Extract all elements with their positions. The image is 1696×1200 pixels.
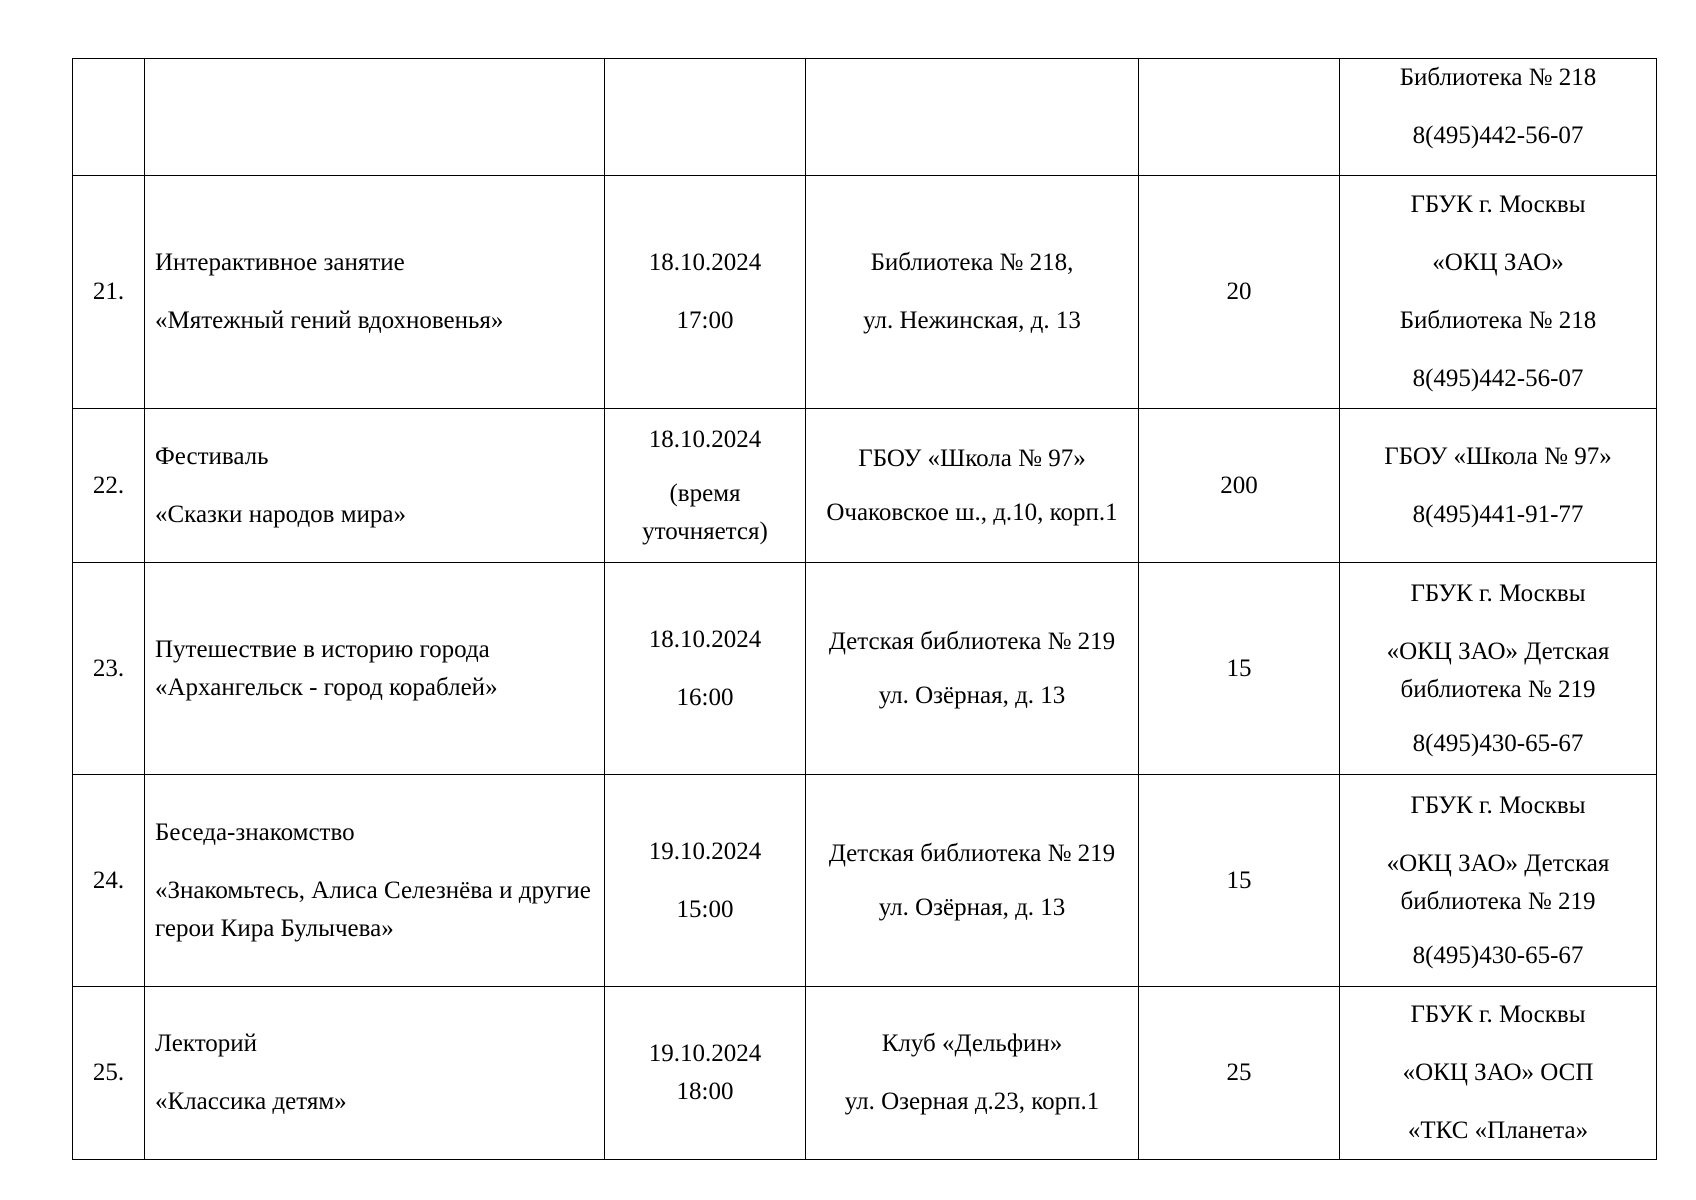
table-row — [73, 563, 1657, 775]
event-place: Детская библиотека № 219 ул. Озёрная, д. 13 — [806, 775, 1139, 987]
event-name: Интерактивное занятие «Мятежный гений вдохновенья» — [145, 176, 605, 409]
event-date — [605, 59, 806, 176]
event-name: Лекторий «Классика детям» — [145, 987, 605, 1160]
event-organizer: ГБОУ «Школа № 97» 8(495)441-91-77 — [1340, 409, 1657, 563]
event-date: 18.10.2024 16:00 — [605, 563, 806, 775]
event-name — [145, 59, 605, 176]
row-number — [73, 59, 145, 176]
event-organizer: ГБУК г. Москвы «ОКЦ ЗАО» Детская библиотека № 219 8(495)430-65-67 — [1340, 775, 1657, 987]
event-name: Фестиваль «Сказки народов мира» — [145, 409, 605, 563]
event-organizer: ГБУК г. Москвы «ОКЦ ЗАО» Библиотека № 218 8(495)442-56-07 — [1340, 176, 1657, 409]
event-place: ГБОУ «Школа № 97» Очаковское ш., д.10, корп.1 — [806, 409, 1139, 563]
event-date: 19.10.2024 18:00 — [605, 987, 806, 1160]
row-number: 22. — [73, 409, 145, 563]
event-organizer: Библиотека № 218 8(495)442-56-07 — [1340, 59, 1657, 176]
event-organizer: ГБУК г. Москвы «ОКЦ ЗАО» ОСП «ТКС «Планета» — [1340, 987, 1657, 1160]
table-row — [73, 775, 1657, 987]
table-row — [73, 59, 1657, 176]
event-place: Клуб «Дельфин» ул. Озерная д.23, корп.1 — [806, 987, 1139, 1160]
event-count: 15 — [1139, 563, 1340, 775]
event-date: 18.10.2024 17:00 — [605, 176, 806, 409]
table-row — [73, 176, 1657, 409]
table-row — [73, 409, 1657, 563]
row-number: 23. — [73, 563, 145, 775]
row-number: 25. — [73, 987, 145, 1160]
event-count — [1139, 59, 1340, 176]
event-place: Библиотека № 218, ул. Нежинская, д. 13 — [806, 176, 1139, 409]
event-count: 25 — [1139, 987, 1340, 1160]
event-name: Путешествие в историю города «Архангельск - город кораблей» — [145, 563, 605, 775]
events-table — [72, 58, 1657, 1160]
event-place — [806, 59, 1139, 176]
event-date: 18.10.2024 (время уточняется) — [605, 409, 806, 563]
event-date: 19.10.2024 15:00 — [605, 775, 806, 987]
event-count: 15 — [1139, 775, 1340, 987]
table-row — [73, 987, 1657, 1160]
event-name: Беседа-знакомство «Знакомьтесь, Алиса Селезнёва и другие герои Кира Булычева» — [145, 775, 605, 987]
event-organizer: ГБУК г. Москвы «ОКЦ ЗАО» Детская библиотека № 219 8(495)430-65-67 — [1340, 563, 1657, 775]
row-number: 21. — [73, 176, 145, 409]
event-place: Детская библиотека № 219 ул. Озёрная, д. 13 — [806, 563, 1139, 775]
event-count: 200 — [1139, 409, 1340, 563]
event-count: 20 — [1139, 176, 1340, 409]
row-number: 24. — [73, 775, 145, 987]
